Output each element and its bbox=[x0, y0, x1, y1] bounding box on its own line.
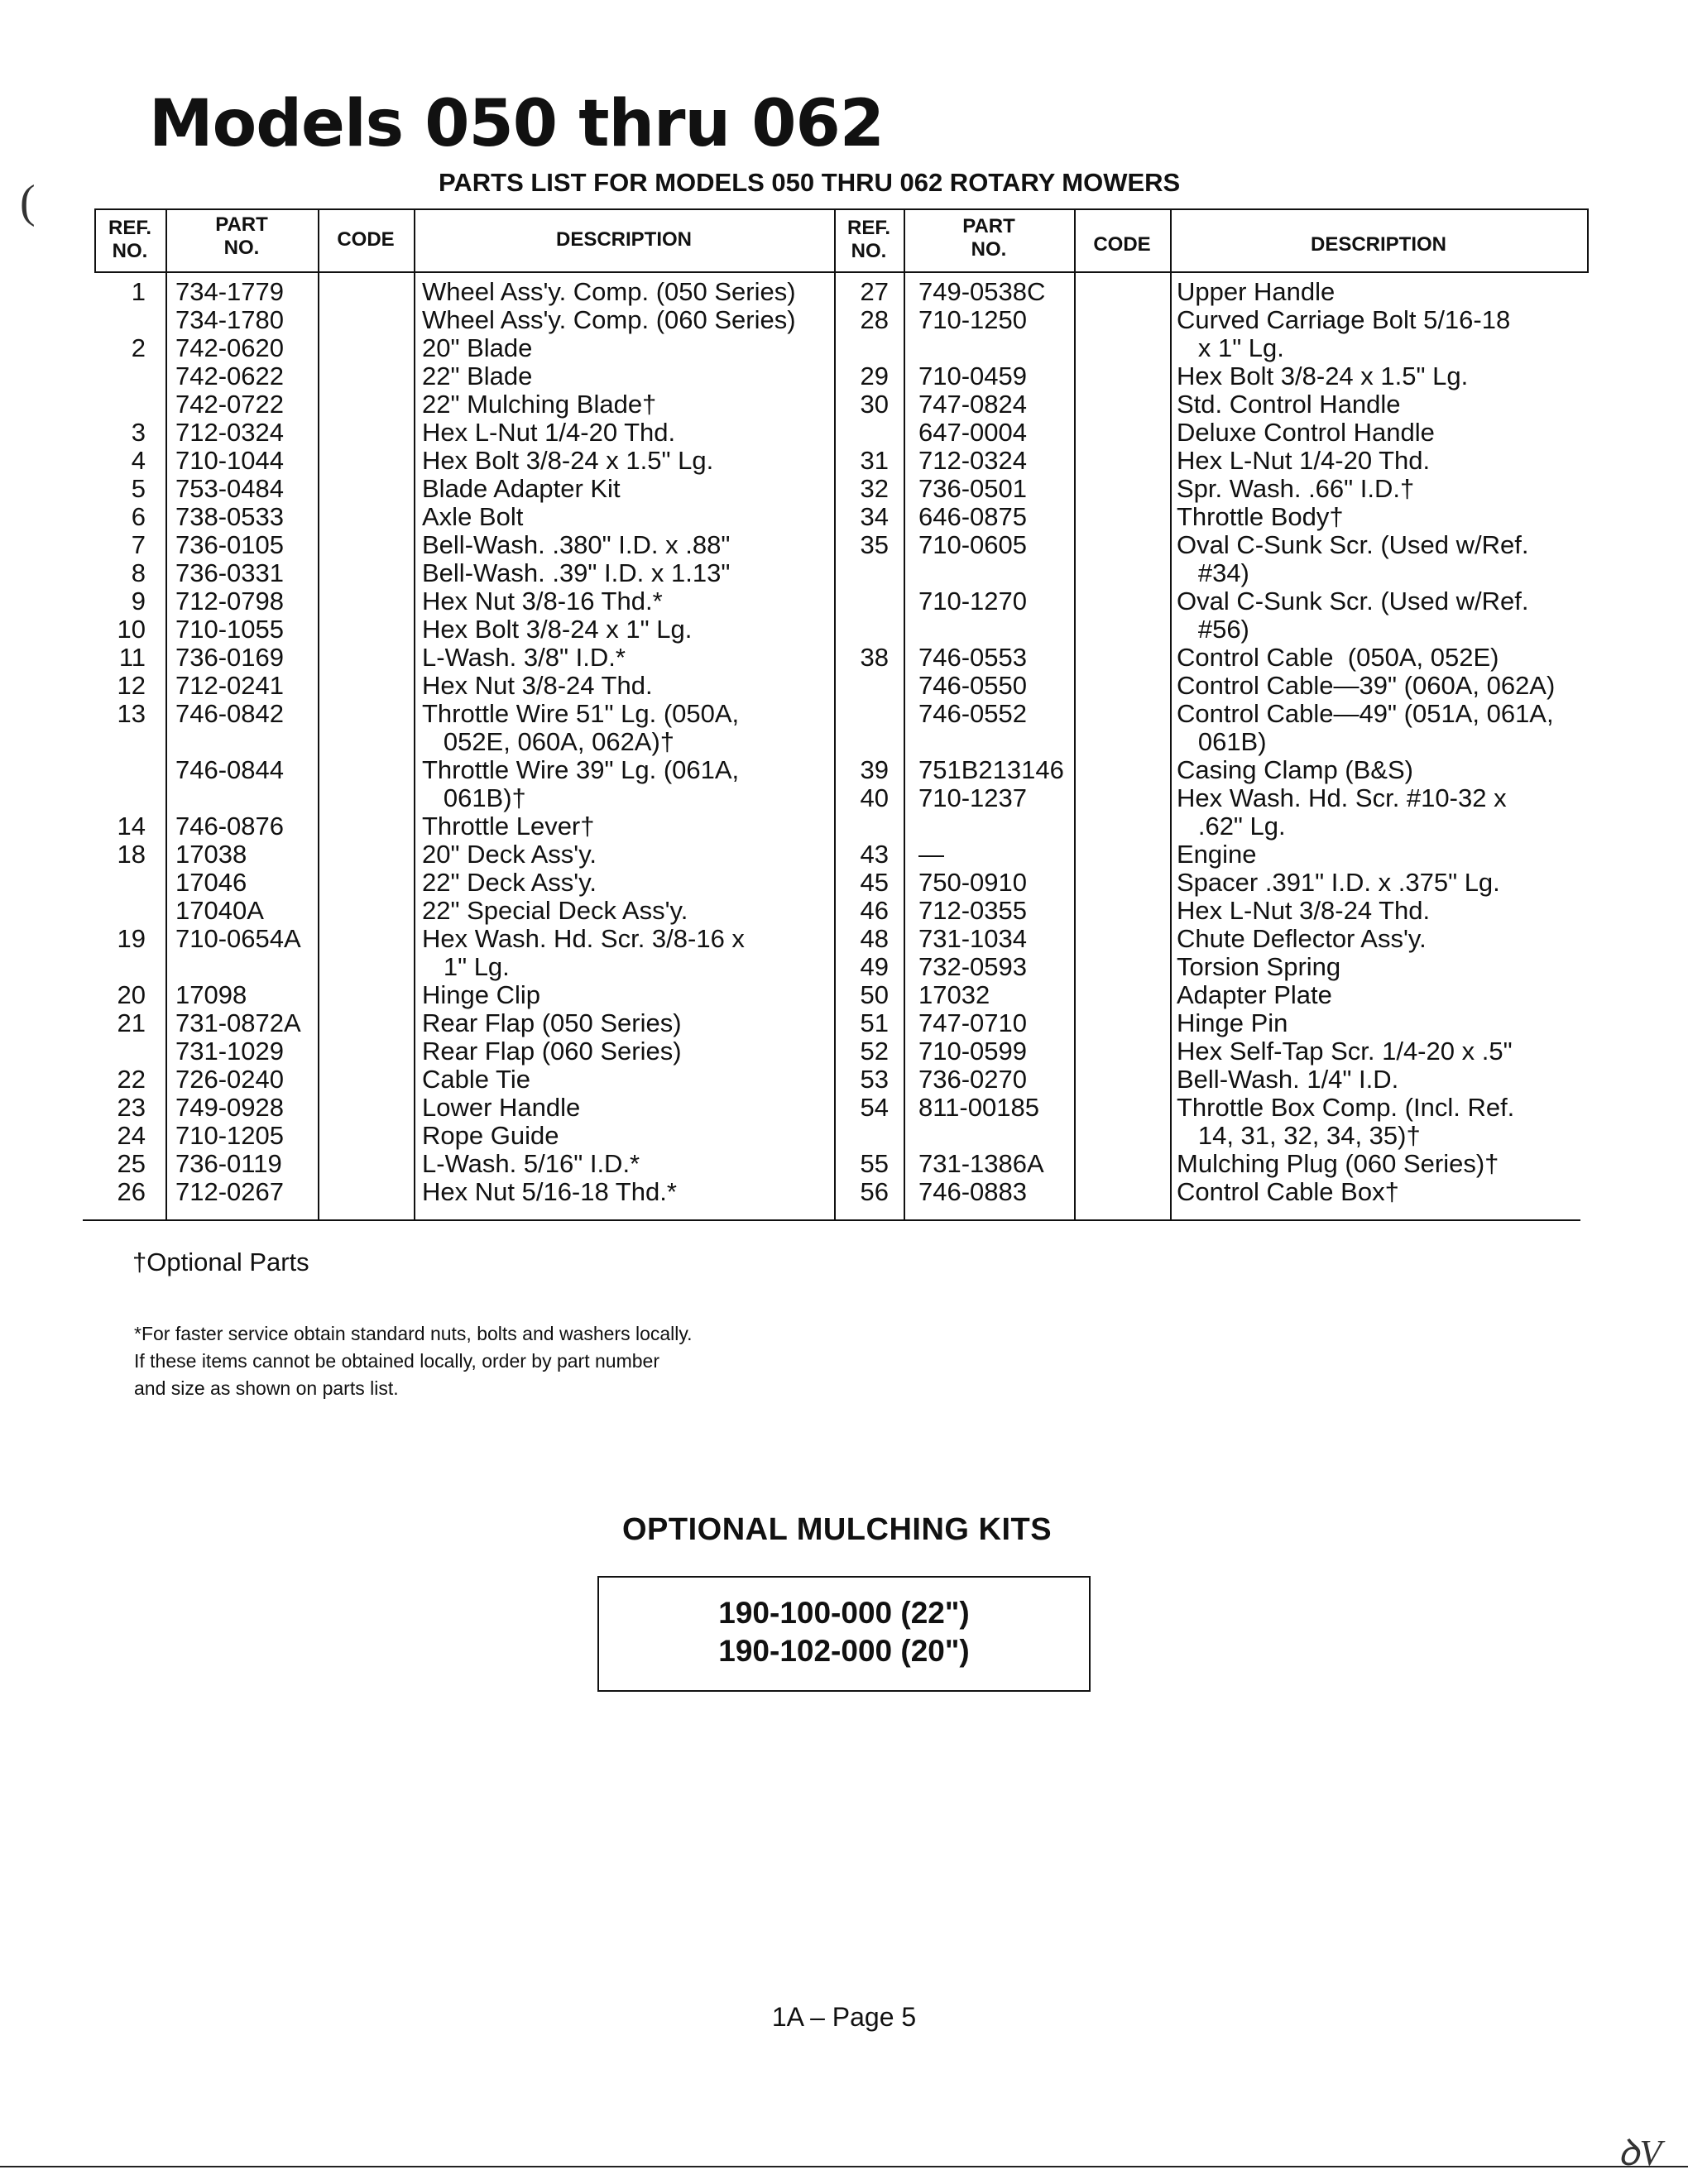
part-description: Throttle Body† bbox=[1177, 502, 1344, 531]
part-description: Rear Flap (060 Series) bbox=[422, 1037, 682, 1066]
part-no: 749-0928 bbox=[175, 1093, 285, 1122]
ref-no: 30 bbox=[860, 390, 889, 419]
table-row bbox=[83, 728, 834, 756]
table-row bbox=[834, 672, 1589, 700]
mulching-kits-box bbox=[597, 1576, 1091, 1692]
table-caption: PARTS LIST FOR MODELS 050 THRU 062 ROTARY MOWERS bbox=[439, 168, 1181, 197]
part-description: #34) bbox=[1177, 558, 1249, 587]
table-row bbox=[834, 615, 1589, 644]
part-description: Bell-Wash. .39" I.D. x 1.13" bbox=[422, 558, 731, 587]
part-description: Chute Deflector Ass'y. bbox=[1177, 924, 1427, 953]
table-row bbox=[83, 700, 834, 728]
ref-no: 8 bbox=[131, 558, 146, 587]
table-row bbox=[83, 615, 834, 644]
part-no: 746-0552 bbox=[918, 699, 1028, 728]
ref-no: 55 bbox=[860, 1149, 889, 1178]
part-description: Cable Tie bbox=[422, 1065, 530, 1094]
part-no: 750-0910 bbox=[918, 868, 1028, 897]
table-row bbox=[83, 531, 834, 559]
ref-no: 25 bbox=[117, 1149, 146, 1178]
header-part-no bbox=[165, 213, 318, 260]
header-part-no-right bbox=[904, 215, 1074, 261]
table-row bbox=[83, 503, 834, 531]
table-row bbox=[834, 644, 1589, 672]
part-description: Hex Nut 3/8-24 Thd. bbox=[422, 671, 653, 700]
table-row bbox=[83, 1150, 834, 1178]
table-row bbox=[83, 897, 834, 925]
part-no: — bbox=[918, 840, 944, 869]
part-description: Rear Flap (050 Series) bbox=[422, 1008, 682, 1037]
part-no: 736-0119 bbox=[175, 1149, 282, 1178]
part-description: Control Cable (050A, 052E) bbox=[1177, 643, 1499, 672]
ref-no: 31 bbox=[860, 446, 889, 475]
part-no: 746-0842 bbox=[175, 699, 285, 728]
table-row bbox=[834, 981, 1589, 1009]
part-description: Spr. Wash. .66" I.D.† bbox=[1177, 474, 1415, 503]
ref-no: 43 bbox=[860, 840, 889, 869]
part-no: 742-0722 bbox=[175, 390, 285, 419]
table-row bbox=[834, 728, 1589, 756]
table-row bbox=[834, 1037, 1589, 1066]
part-description: L-Wash. 3/8" I.D.* bbox=[422, 643, 626, 672]
table-row bbox=[834, 869, 1589, 897]
table-row bbox=[834, 306, 1589, 334]
part-description: Throttle Wire 39" Lg. (061A, bbox=[422, 755, 740, 784]
part-no: 736-0270 bbox=[918, 1065, 1028, 1094]
table-row bbox=[834, 925, 1589, 953]
ref-no: 52 bbox=[860, 1037, 889, 1066]
table-row bbox=[834, 447, 1589, 475]
ref-no: 12 bbox=[117, 671, 146, 700]
part-description: Control Cable—49" (051A, 061A, bbox=[1177, 699, 1554, 728]
ref-no: 20 bbox=[117, 980, 146, 1009]
table-row bbox=[834, 278, 1589, 306]
ref-no: 27 bbox=[860, 277, 889, 306]
header-ref-line2: NO. bbox=[851, 240, 887, 262]
part-no: 731-1386A bbox=[918, 1149, 1044, 1178]
part-no: 736-0501 bbox=[918, 474, 1028, 503]
part-no: 734-1780 bbox=[175, 305, 285, 334]
part-description: #56) bbox=[1177, 615, 1249, 644]
ref-no: 23 bbox=[117, 1093, 146, 1122]
part-description: Hinge Pin bbox=[1177, 1008, 1288, 1037]
table-row bbox=[83, 1037, 834, 1066]
table-row bbox=[83, 419, 834, 447]
part-description: Throttle Lever† bbox=[422, 812, 595, 841]
part-no: 17032 bbox=[918, 980, 990, 1009]
part-description: Hex Self-Tap Scr. 1/4-20 x .5" bbox=[1177, 1037, 1513, 1066]
ref-no: 39 bbox=[860, 755, 889, 784]
part-description: Throttle Box Comp. (Incl. Ref. bbox=[1177, 1093, 1515, 1122]
ref-no: 34 bbox=[860, 502, 889, 531]
bottom-rule bbox=[0, 2166, 1688, 2167]
table-row bbox=[83, 362, 834, 390]
ref-no: 53 bbox=[860, 1065, 889, 1094]
part-no: 738-0533 bbox=[175, 502, 285, 531]
table-row bbox=[834, 475, 1589, 503]
table-row bbox=[834, 756, 1589, 784]
part-description: Throttle Wire 51" Lg. (050A, bbox=[422, 699, 740, 728]
part-description: 20" Deck Ass'y. bbox=[422, 840, 597, 869]
part-no: 746-0876 bbox=[175, 812, 285, 841]
part-description: 22" Mulching Blade† bbox=[422, 390, 657, 419]
table-row bbox=[834, 841, 1589, 869]
table-row bbox=[83, 278, 834, 306]
ref-no: 1 bbox=[131, 277, 146, 306]
table-row bbox=[83, 981, 834, 1009]
table-row bbox=[83, 390, 834, 419]
ref-no: 22 bbox=[117, 1065, 146, 1094]
part-description: Deluxe Control Handle bbox=[1177, 418, 1435, 447]
ref-no: 26 bbox=[117, 1177, 146, 1206]
part-description: Axle Bolt bbox=[422, 502, 524, 531]
ref-no: 45 bbox=[860, 868, 889, 897]
part-description: Std. Control Handle bbox=[1177, 390, 1401, 419]
ref-no: 54 bbox=[860, 1093, 889, 1122]
part-no: 742-0620 bbox=[175, 333, 285, 362]
part-no: 747-0710 bbox=[918, 1008, 1028, 1037]
table-row bbox=[834, 1066, 1589, 1094]
ref-no: 29 bbox=[860, 362, 889, 390]
part-description: Hex L-Nut 1/4-20 Thd. bbox=[1177, 446, 1431, 475]
part-no: 731-0872A bbox=[175, 1008, 301, 1037]
part-no: 712-0798 bbox=[175, 587, 285, 615]
part-no: 712-0267 bbox=[175, 1177, 285, 1206]
table-row bbox=[834, 390, 1589, 419]
table-row bbox=[834, 700, 1589, 728]
right-parts-list bbox=[834, 278, 1589, 1206]
header-ref-no-right bbox=[834, 217, 904, 263]
left-parts-list bbox=[83, 278, 834, 1206]
ref-no: 14 bbox=[117, 812, 146, 841]
part-no: 736-0169 bbox=[175, 643, 285, 672]
part-no: 736-0105 bbox=[175, 530, 285, 559]
part-no: 710-0459 bbox=[918, 362, 1028, 390]
part-no: 732-0593 bbox=[918, 952, 1028, 981]
table-row bbox=[83, 812, 834, 841]
part-no: 710-1205 bbox=[175, 1121, 285, 1150]
table-row bbox=[83, 869, 834, 897]
ref-no: 50 bbox=[860, 980, 889, 1009]
ref-no: 10 bbox=[117, 615, 146, 644]
ref-no: 28 bbox=[860, 305, 889, 334]
table-row bbox=[834, 559, 1589, 587]
ref-no: 49 bbox=[860, 952, 889, 981]
page-title: Models 050 thru 062 bbox=[149, 87, 885, 161]
ref-no: 51 bbox=[860, 1008, 889, 1037]
table-row bbox=[834, 1094, 1589, 1122]
ref-no: 21 bbox=[117, 1008, 146, 1037]
table-row bbox=[834, 1178, 1589, 1206]
ref-no: 46 bbox=[860, 896, 889, 925]
ref-no: 11 bbox=[118, 643, 146, 672]
ref-no: 35 bbox=[860, 530, 889, 559]
table-row bbox=[834, 587, 1589, 615]
header-code: CODE bbox=[337, 228, 395, 251]
table-row bbox=[834, 784, 1589, 812]
part-no: 731-1034 bbox=[918, 924, 1028, 953]
table-row bbox=[83, 306, 834, 334]
ref-no: 38 bbox=[860, 643, 889, 672]
ref-no: 18 bbox=[117, 840, 146, 869]
part-no: 746-0553 bbox=[918, 643, 1028, 672]
ref-no: 40 bbox=[860, 783, 889, 812]
part-no: 712-0241 bbox=[175, 671, 285, 700]
part-no: 646-0875 bbox=[918, 502, 1028, 531]
part-no: 747-0824 bbox=[918, 390, 1028, 419]
part-no: 712-0324 bbox=[918, 446, 1028, 475]
table-row bbox=[834, 1009, 1589, 1037]
part-no: 647-0004 bbox=[918, 418, 1028, 447]
header-ref-line1: REF. bbox=[108, 217, 151, 239]
part-description: Engine bbox=[1177, 840, 1257, 869]
part-no: 734-1779 bbox=[175, 277, 285, 306]
part-description: Bell-Wash. 1/4" I.D. bbox=[1177, 1065, 1399, 1094]
part-description: 20" Blade bbox=[422, 333, 533, 362]
table-row bbox=[83, 841, 834, 869]
part-no: 742-0622 bbox=[175, 362, 285, 390]
part-no: 710-0654A bbox=[175, 924, 301, 953]
optional-parts-note: †Optional Parts bbox=[132, 1248, 309, 1276]
part-no: 710-1270 bbox=[918, 587, 1028, 615]
part-no: 710-1044 bbox=[175, 446, 285, 475]
table-row bbox=[83, 1009, 834, 1037]
table-row bbox=[834, 953, 1589, 981]
part-description: 061B)† bbox=[422, 783, 526, 812]
header-part-line2: NO. bbox=[971, 238, 1007, 261]
part-description: Casing Clamp (B&S) bbox=[1177, 755, 1413, 784]
table-row bbox=[83, 1066, 834, 1094]
table-row bbox=[83, 475, 834, 503]
ref-no: 13 bbox=[117, 699, 146, 728]
part-description: 22" Deck Ass'y. bbox=[422, 868, 597, 897]
part-description: Torsion Spring bbox=[1177, 952, 1341, 981]
ref-no: 5 bbox=[131, 474, 146, 503]
mulching-kit-item: 190-102-000 (20") bbox=[718, 1634, 970, 1668]
table-row bbox=[834, 1150, 1589, 1178]
ref-no: 9 bbox=[131, 587, 146, 615]
part-description: Hex Bolt 3/8-24 x 1.5" Lg. bbox=[1177, 362, 1469, 390]
part-description: Wheel Ass'y. Comp. (050 Series) bbox=[422, 277, 796, 306]
header-ref-line1: REF. bbox=[846, 217, 890, 239]
table-row bbox=[83, 784, 834, 812]
ref-no: 7 bbox=[131, 530, 146, 559]
part-description: 22" Special Deck Ass'y. bbox=[422, 896, 688, 925]
part-no: 710-1055 bbox=[175, 615, 285, 644]
part-no: 731-1029 bbox=[175, 1037, 285, 1066]
mulching-kits-title: OPTIONAL MULCHING KITS bbox=[622, 1512, 1053, 1547]
part-description: Adapter Plate bbox=[1177, 980, 1332, 1009]
part-no: 17098 bbox=[175, 980, 247, 1009]
part-no: 710-0599 bbox=[918, 1037, 1028, 1066]
part-no: 753-0484 bbox=[175, 474, 285, 503]
part-no: 811-00185 bbox=[918, 1093, 1039, 1122]
part-description: Control Cable—39" (060A, 062A) bbox=[1177, 671, 1556, 700]
table-row bbox=[834, 531, 1589, 559]
ref-no: 6 bbox=[131, 502, 146, 531]
ref-no: 4 bbox=[131, 446, 146, 475]
part-description: Rope Guide bbox=[422, 1121, 559, 1150]
part-description: Oval C-Sunk Scr. (Used w/Ref. bbox=[1177, 587, 1529, 615]
table-row bbox=[83, 587, 834, 615]
part-description: Mulching Plug (060 Series)† bbox=[1177, 1149, 1499, 1178]
margin-mark: ( bbox=[20, 176, 36, 228]
ref-no: 2 bbox=[131, 333, 146, 362]
part-description: Hinge Clip bbox=[422, 980, 541, 1009]
part-description: 061B) bbox=[1177, 727, 1267, 756]
part-description: 22" Blade bbox=[422, 362, 533, 390]
header-part-line1: PART bbox=[215, 213, 268, 236]
part-no: 712-0355 bbox=[918, 896, 1028, 925]
table-row bbox=[83, 1122, 834, 1150]
part-description: L-Wash. 5/16" I.D.* bbox=[422, 1149, 640, 1178]
part-description: Hex L-Nut 3/8-24 Thd. bbox=[1177, 896, 1431, 925]
part-description: Hex Nut 3/8-16 Thd.* bbox=[422, 587, 663, 615]
part-no: 17038 bbox=[175, 840, 247, 869]
header-code-right: CODE bbox=[1093, 233, 1151, 256]
part-description: 1" Lg. bbox=[422, 952, 510, 981]
part-no: 726-0240 bbox=[175, 1065, 285, 1094]
page-number: 1A – Page 5 bbox=[771, 2002, 917, 2032]
part-no: 746-0550 bbox=[918, 671, 1028, 700]
handwritten-mark: ꝺV bbox=[1618, 2133, 1662, 2173]
part-description: Upper Handle bbox=[1177, 277, 1336, 306]
ref-no: 3 bbox=[131, 418, 146, 447]
table-row bbox=[83, 1178, 834, 1206]
table-row bbox=[834, 503, 1589, 531]
part-no: 712-0324 bbox=[175, 418, 285, 447]
part-description: .62" Lg. bbox=[1177, 812, 1286, 841]
mulching-kit-item: 190-100-000 (22") bbox=[718, 1596, 970, 1630]
table-row bbox=[834, 1122, 1589, 1150]
table-row bbox=[83, 672, 834, 700]
part-description: 14, 31, 32, 34, 35)† bbox=[1177, 1121, 1421, 1150]
header-ref-line2: NO. bbox=[112, 240, 148, 262]
ref-no: 32 bbox=[860, 474, 889, 503]
part-no: 746-0883 bbox=[918, 1177, 1028, 1206]
header-part-line1: PART bbox=[962, 215, 1015, 237]
part-description: Oval C-Sunk Scr. (Used w/Ref. bbox=[1177, 530, 1529, 559]
ref-no: 24 bbox=[117, 1121, 146, 1150]
ref-no: 56 bbox=[860, 1177, 889, 1206]
table-row bbox=[83, 644, 834, 672]
header-description: DESCRIPTION bbox=[555, 228, 692, 251]
part-description: Hex Wash. Hd. Scr. 3/8-16 x bbox=[422, 924, 745, 953]
part-description: Hex Bolt 3/8-24 x 1" Lg. bbox=[422, 615, 693, 644]
header-part-line2: NO. bbox=[223, 237, 260, 259]
part-no: 710-1237 bbox=[918, 783, 1028, 812]
table-row bbox=[83, 559, 834, 587]
table-row bbox=[834, 812, 1589, 841]
ref-no: 48 bbox=[860, 924, 889, 953]
part-description: Hex Bolt 3/8-24 x 1.5" Lg. bbox=[422, 446, 714, 475]
part-no: 710-1250 bbox=[918, 305, 1028, 334]
parts-table bbox=[83, 208, 1589, 1222]
part-description: Lower Handle bbox=[422, 1093, 581, 1122]
header-description-right: DESCRIPTION bbox=[1310, 233, 1446, 256]
part-no: 17040A bbox=[175, 896, 264, 925]
part-no: 736-0331 bbox=[175, 558, 285, 587]
table-row bbox=[83, 447, 834, 475]
table-row bbox=[83, 756, 834, 784]
part-description: Bell-Wash. .380" I.D. x .88" bbox=[422, 530, 731, 559]
part-description: Hex Nut 5/16-18 Thd.* bbox=[422, 1177, 677, 1206]
part-no: 746-0844 bbox=[175, 755, 285, 784]
part-description: Wheel Ass'y. Comp. (060 Series) bbox=[422, 305, 796, 334]
table-row bbox=[83, 334, 834, 362]
part-description: Spacer .391" I.D. x .375" Lg. bbox=[1177, 868, 1500, 897]
part-description: Blade Adapter Kit bbox=[422, 474, 621, 503]
ref-no: 19 bbox=[117, 924, 146, 953]
part-no: 751B213146 bbox=[918, 755, 1064, 784]
table-row bbox=[834, 897, 1589, 925]
service-note-line: If these items cannot be obtained locally, order by part number bbox=[134, 1350, 659, 1372]
table-row bbox=[83, 1094, 834, 1122]
part-description: Hex L-Nut 1/4-20 Thd. bbox=[422, 418, 676, 447]
table-row bbox=[834, 334, 1589, 362]
service-note bbox=[134, 1320, 693, 1402]
part-description: x 1" Lg. bbox=[1177, 333, 1284, 362]
service-note-line: *For faster service obtain standard nuts, bolts and washers locally. bbox=[134, 1323, 693, 1344]
table-row bbox=[83, 953, 834, 981]
part-description: Hex Wash. Hd. Scr. #10-32 x bbox=[1177, 783, 1507, 812]
part-no: 710-0605 bbox=[918, 530, 1028, 559]
header-ref-no bbox=[94, 217, 165, 263]
service-note-line: and size as shown on parts list. bbox=[134, 1377, 399, 1399]
part-description: 052E, 060A, 062A)† bbox=[422, 727, 675, 756]
part-description: Control Cable Box† bbox=[1177, 1177, 1399, 1206]
table-row bbox=[83, 925, 834, 953]
part-description: Curved Carriage Bolt 5/16-18 bbox=[1177, 305, 1511, 334]
table-row bbox=[834, 419, 1589, 447]
part-no: 17046 bbox=[175, 868, 247, 897]
part-no: 749-0538C bbox=[918, 277, 1046, 306]
table-row bbox=[834, 362, 1589, 390]
